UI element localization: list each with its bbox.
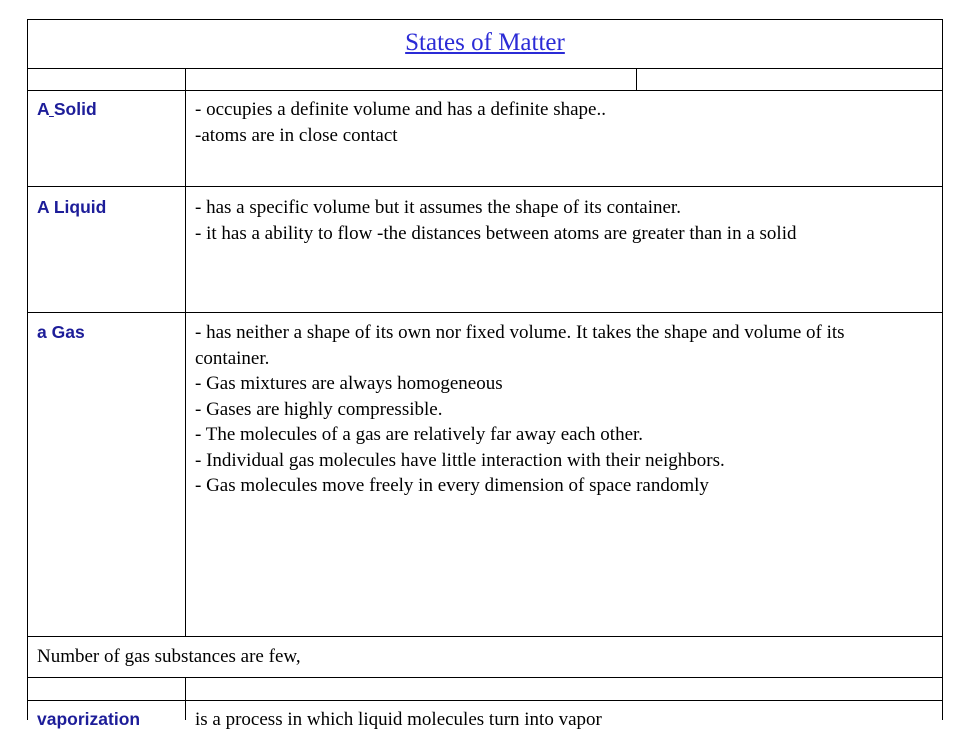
label-column-divider: [185, 68, 186, 636]
table-title: States of Matter: [405, 29, 565, 56]
table-border-left: [27, 19, 28, 720]
desc-line: - Individual gas molecules have little interaction with their neighbors.: [195, 449, 725, 471]
solid-row-bottom: [27, 186, 943, 187]
desc-line: -atoms are in close contact: [195, 124, 398, 146]
empty-row-2-bottom: [27, 700, 943, 701]
desc-line: - has a specific volume but it assumes the shape of its container.: [195, 197, 681, 218]
desc-line: - has neither a shape of its own nor fixed volume. It takes the shape and volume of its container.: [195, 322, 845, 369]
desc-line: - Gases are highly compressible.: [195, 398, 443, 420]
table-border-right: [942, 19, 943, 720]
row-label-gas: a Gas: [37, 322, 85, 342]
gas-row-bottom: [27, 636, 943, 637]
desc-line: - it has a ability to flow -the distances between atoms are greater than in a solid: [195, 222, 797, 244]
row-desc-solid: [195, 97, 933, 148]
empty-row-bottom: [27, 90, 943, 91]
row-desc-liquid: [195, 195, 934, 246]
title-row-bottom: [27, 68, 943, 69]
row-label-solid: [37, 97, 97, 123]
desc-line: - Gas mixtures are always homogeneous: [195, 373, 503, 394]
row-desc-vaporization: is a process in which liquid molecules turn into vapor: [195, 709, 602, 730]
row-label-solid-rest: Solid: [53, 99, 97, 119]
desc-line: - The molecules of a gas are relatively far away each other.: [195, 424, 644, 445]
row-label-vaporization: vaporization: [37, 709, 141, 729]
table-border-top: [27, 19, 943, 20]
row-label-solid-prefix: A: [37, 99, 49, 119]
row-label-liquid: A Liquid: [37, 197, 107, 217]
liquid-row-bottom: [27, 312, 943, 313]
empty-row-divider: [636, 68, 637, 90]
desc-line: - Gas molecules move freely in every dimension of space randomly: [195, 475, 709, 496]
row-desc-gas: [195, 320, 895, 499]
note-row-bottom: [27, 677, 943, 678]
note-text: Number of gas substances are few,: [37, 646, 301, 667]
label-column-divider-lower: [185, 677, 186, 720]
desc-line: - occupies a definite volume and has a definite shape..: [195, 99, 606, 120]
